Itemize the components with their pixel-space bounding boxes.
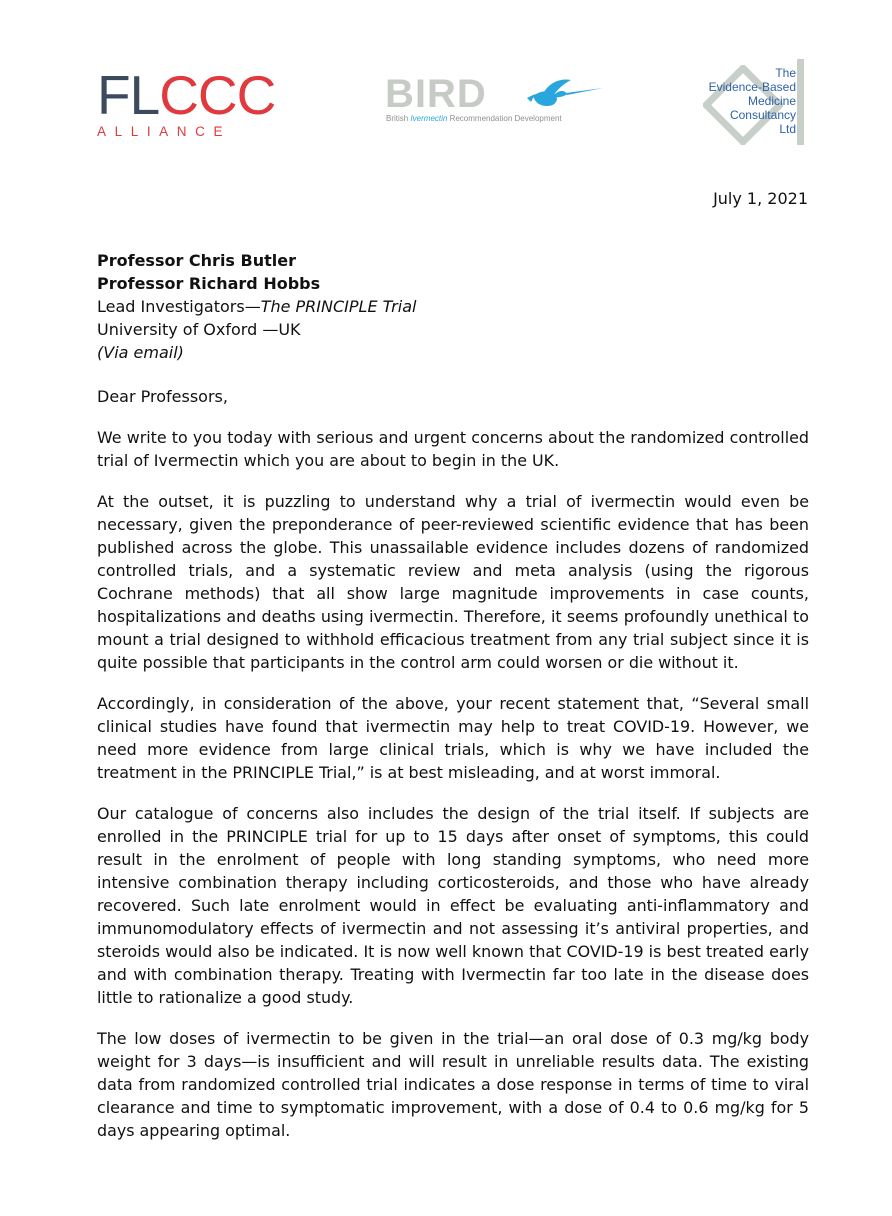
ebm-logo-bar <box>797 59 804 145</box>
letter-body <box>97 426 809 1160</box>
ebm-logo-line: Ltd <box>779 122 796 136</box>
flccc-alliance-logo <box>97 64 276 142</box>
flccc-logo-fl: FL <box>97 64 160 126</box>
ebm-logo-line: The <box>775 66 796 80</box>
recipient-name: Professor Richard Hobbs <box>97 274 321 293</box>
flccc-logo-ccc: CCC <box>159 64 276 126</box>
delivery-method: (Via email) <box>97 343 184 362</box>
body-paragraph: Our catalogue of concerns also includes the design of the trial itself. If subjects are enrolled in the PRINCIPLE trial for up to 15 days after onset of symptoms, this could result in the enrolment of people with long standing symptoms, who need more intensive combination therapy including corticosteroids, and those who have already recovered. Such late enrolment would in effect be evaluating anti-inflammatory and immunomodulatory effects of ivermectin and not assessing it’s antiviral properties, and steroids would also be indicated. It is now well known that COVID-19 is best treated early and with combination therapy. Treating with Ivermectin far too late in the disease does little to rationalize a good study. <box>97 804 809 1007</box>
recipient-name: Professor Chris Butler <box>97 251 296 270</box>
salutation: Dear Professors, <box>97 387 228 406</box>
bird-subtitle-highlight: Ivermectin <box>410 114 448 123</box>
ebm-consultancy-logo <box>697 57 809 147</box>
body-paragraph: Accordingly, in consideration of the above, your recent statement that, “Several small clinical studies have found that ivermectin may help to treat COVID-19. However, we need more evidence from large clinical trials, which is why we have included the treatment in the PRINCIPLE Trial,” is at best misleading, and at worst immoral. <box>97 694 809 782</box>
ebm-logo-text <box>709 66 796 136</box>
addressee-block <box>97 249 416 364</box>
ebm-logo-line: Evidence-Based <box>708 80 796 94</box>
bird-logo-subtitle <box>386 114 562 123</box>
ebm-logo-line: Consultancy <box>729 108 796 122</box>
bird-subtitle-part: Recommendation Development <box>447 114 562 123</box>
letter-date: July 1, 2021 <box>713 189 808 208</box>
bird-logo <box>385 74 610 130</box>
body-paragraph: The low doses of ivermectin to be given in the trial—an oral dose of 0.3 mg/kg body weight for 3 days—is insufficient and will result in unreliable results data. The existing data from randomized controlled trial indicates a dose response in terms of time to viral clearance and time to symptomatic improvement, with a dose of 0.4 to 0.6 mg/kg for 5 days appearing optimal. <box>97 1029 809 1140</box>
bird-subtitle-part: British <box>386 114 411 123</box>
ebm-logo-line: Medicine <box>747 94 796 108</box>
body-paragraph: At the outset, it is puzzling to understand why a trial of ivermectin would even be necessary, given the preponderance of peer-reviewed scientific evidence that has been published across the globe. This unassailable evidence includes dozens of randomized controlled trials, and a systematic review and meta analysis (using the rigorous Cochrane methods) that all show large magnitude improvements in case counts, hospitalizations and deaths using ivermectin. Therefore, it seems profoundly unethical to mount a trial designed to withhold efficacious treatment from any trial subject since it is quite possible that participants in the control arm could worsen or die without it. <box>97 492 809 672</box>
trial-name: The PRINCIPLE Trial <box>260 297 417 316</box>
role-prefix: Lead Investigators— <box>97 297 261 316</box>
bird-logo-word: BIRD <box>385 72 487 116</box>
recipient-institution: University of Oxford —UK <box>97 320 301 339</box>
body-paragraph: We write to you today with serious and urgent concerns about the randomized controlled trial of Ivermectin which you are about to begin in the UK. <box>97 428 809 470</box>
recipient-role <box>97 295 416 318</box>
hummingbird-icon <box>525 76 605 110</box>
flccc-logo-word <box>97 64 276 126</box>
flccc-logo-subtitle: ALLIANCE <box>97 124 232 139</box>
